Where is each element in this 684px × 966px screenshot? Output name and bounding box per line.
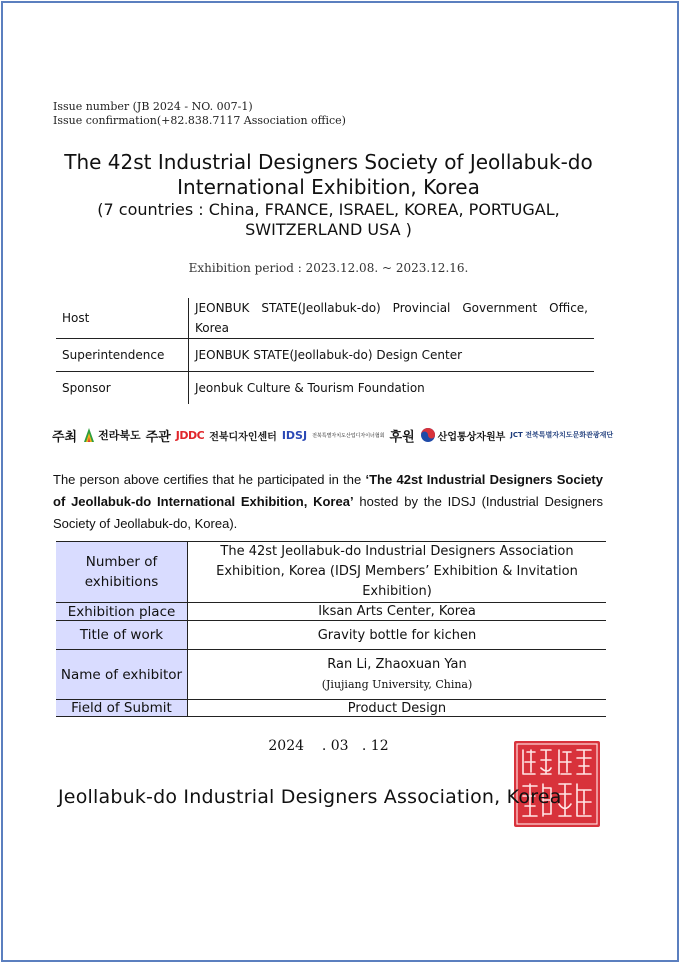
organizer-row-superintendence <box>56 339 594 372</box>
sponsor-label: 후원 <box>389 429 415 445</box>
exhibitor-school: (Jiujiang University, China) <box>321 677 473 691</box>
organizer-row-sponsor <box>56 372 594 404</box>
organizer-label: Host <box>62 311 90 325</box>
logo-strip <box>52 422 614 448</box>
detail-row-number <box>56 542 606 603</box>
number-label: Number of exhibitions <box>56 542 188 603</box>
organizer-label: Superintendence <box>62 348 165 362</box>
number-value: The 42st Jeollabuk-do Industrial Designers Association Exhibition, Korea (IDSJ Members’ Exhibition & Invitation Exhibition) <box>188 542 607 603</box>
organizer-table <box>56 298 594 404</box>
organizer-label: Sponsor <box>62 380 111 395</box>
issue-date: 2024 . 03 . 12 <box>268 738 389 754</box>
idsj-text: 전북특별자치도산업디자이너협회 <box>312 432 385 439</box>
jddc-logo: JDDC <box>175 428 205 442</box>
organizer-value: Jeonbuk Culture & Tourism Foundation <box>189 372 595 404</box>
host-label: 주최 <box>52 429 78 445</box>
design-center-logo: 전북디자인센터 <box>209 431 277 443</box>
taegeuk-icon <box>420 427 436 443</box>
detail-row-exhibitor <box>56 650 606 700</box>
participating-countries: (7 countries : China, FRANCE, ISRAEL, KOREA, PORTUGAL, SWITZERLAND USA ) <box>97 200 560 239</box>
title-value: Gravity bottle for kichen <box>188 621 607 650</box>
exhibition-name-highlight: ‘The 42st Industrial Designers Society of Jeollabuk-do International Exhibition, Korea’ <box>53 472 603 509</box>
jeollabuk-emblem-icon <box>82 426 96 444</box>
detail-row-place <box>56 603 606 621</box>
exhibitor-value <box>188 650 607 700</box>
exhibitor-label: Name of exhibitor <box>56 650 188 700</box>
field-label: Field of Submit <box>56 700 188 717</box>
field-value: Product Design <box>188 700 607 717</box>
exhibition-period: Exhibition period : 2023.12.08. ~ 2023.12.16. <box>188 261 469 275</box>
organizer-row-host <box>56 298 594 339</box>
exhibitor-names: Ran Li, Zhaoxuan Yan <box>327 656 467 672</box>
official-seal-stamp <box>513 740 601 828</box>
issue-number: Issue number (JB 2024 - NO. 007-1) <box>53 100 253 113</box>
title-line-1: The 42st Industrial Designers Society of Jeollabuk-do <box>64 150 593 174</box>
idsj-logo: IDSJ <box>281 428 308 442</box>
certification-text: The person above certifies that he participated in the ‘The 42st Industrial Designers Society of Jeollabuk-do International Exhibition, Korea’ hosted by the IDSJ (Industrial Designers Society of Jeollabuk-do, Korea). <box>53 472 604 531</box>
organizer-value: JEONBUK STATE(Jeollabuk-do) Provincial Government Office, Korea <box>189 298 595 339</box>
detail-row-title <box>56 621 606 650</box>
title-line-2: International Exhibition, Korea <box>177 175 480 199</box>
exhibition-details-table <box>56 541 606 717</box>
place-value: Iksan Arts Center, Korea <box>188 603 607 621</box>
ministry-logo: 산업통상자원부 <box>420 427 506 443</box>
jct-logo: JCT 전북특별자치도문화관광재단 <box>510 431 614 439</box>
manage-label: 주관 <box>145 429 171 445</box>
place-label: Exhibition place <box>56 603 188 621</box>
detail-row-field <box>56 700 606 717</box>
issue-confirmation: Issue confirmation(+82.838.7117 Association office) <box>53 114 346 127</box>
organizer-value: JEONBUK STATE(Jeollabuk-do) Design Center <box>189 339 595 372</box>
title-label: Title of work <box>56 621 188 650</box>
association-signature: Jeollabuk-do Industrial Designers Association, Korea <box>58 786 562 808</box>
jeollabuk-do-logo: 전라북도 <box>82 426 141 444</box>
